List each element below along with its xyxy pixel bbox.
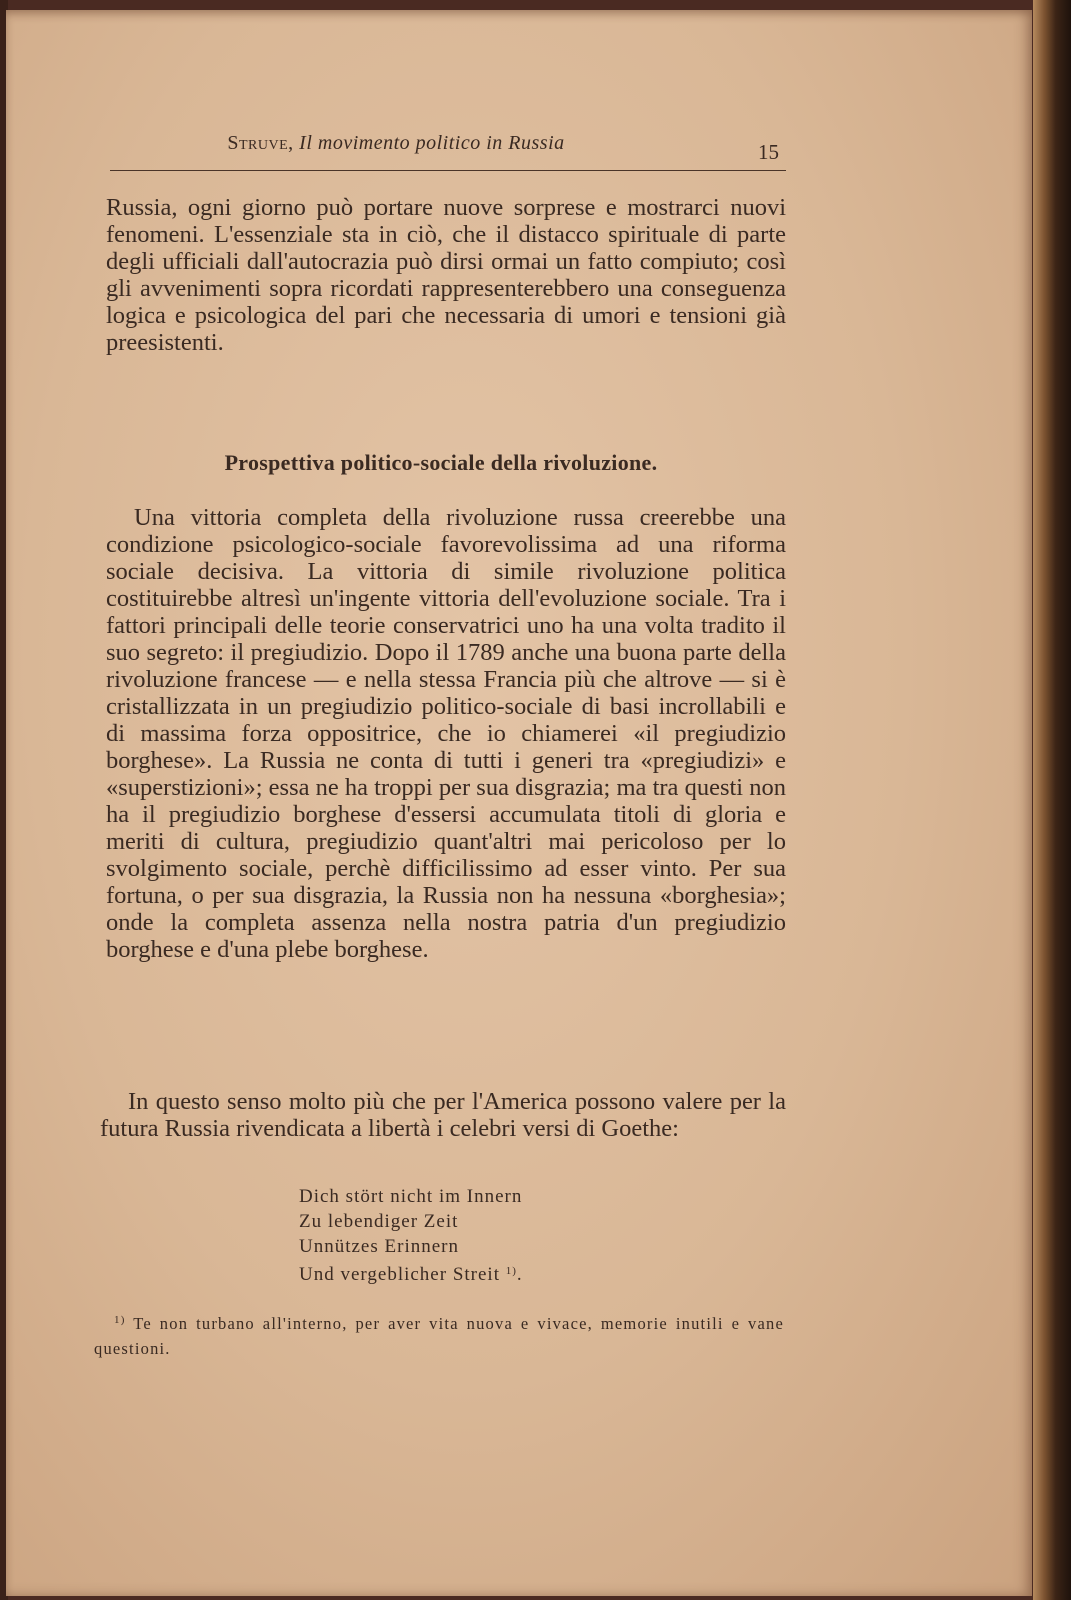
footnote-text: Te non turbano all'interno, per aver vita nuova e vivace, memorie inutili e vane questioni. — [94, 1314, 785, 1358]
verse-end-punctuation: . — [516, 1264, 523, 1285]
footnote-reference: 1) — [505, 1265, 517, 1277]
page-number: 15 — [758, 140, 779, 164]
footnote-marker: 1) — [114, 1314, 126, 1326]
header-rule — [110, 170, 786, 171]
verse-line-last — [299, 1259, 523, 1287]
verse-line: Dich stört nicht im Innern — [299, 1186, 523, 1207]
footnote — [94, 1308, 784, 1361]
paragraph-goethe-intro: In questo senso molto più che per l'America possono valere per la futura Russia rivendicata a libertà i celebri versi di Goethe: — [100, 1088, 786, 1142]
verse-line-text: Und vergeblicher Streit — [299, 1264, 500, 1285]
goethe-verse — [299, 1184, 523, 1287]
running-head-title: Il movimento politico in Russia — [299, 132, 565, 154]
running-head — [6, 132, 786, 155]
verse-line: Zu lebendiger Zeit — [299, 1211, 459, 1232]
section-heading: Prospettiva politico-sociale della rivoluzione. — [224, 450, 658, 475]
verse-line: Unnützes Erinnern — [299, 1236, 459, 1257]
running-head-author: Struve, — [227, 132, 294, 154]
book-spine — [1033, 0, 1071, 1600]
book-page — [6, 10, 1032, 1596]
paragraph-continuation: Russia, ogni giorno può portare nuove sorprese e mostrarci nuovi fenomeni. L'essenziale sta in ciò, che il distacco spirituale di parte degli ufficiali dall'autocrazia può dirsi ormai un fatto compiuto; così gli avvenimenti sopra ricordati rappresenterebbero una conseguenza logica e psicologica del pari che necessaria di umori e tensioni già preesistenti. — [106, 194, 786, 356]
paragraph-main: Una vittoria completa della rivoluzione russa creerebbe una condizione psicologico-sociale favorevolissima ad una riforma sociale decisiva. La vittoria di simile rivoluzione politica costituirebbe altresì un'ingente vittoria dell'evoluzione sociale. Tra i fattori principali delle teorie conservatrici uno ha una volta tradito il suo segreto: il pregiudizio. Dopo il 1789 anche una buona parte della rivoluzione francese — e nella stessa Francia più che altrove — si è cristallizzata in un pregiudizio politico-sociale di basi incrollabili e di massima forza oppositrice, che io chiamerei «il pregiudizio borghese». La Russia ne conta di tutti i generi tra «pregiudizi» e «superstizioni»; essa ne ha troppi per sua disgrazia; ma tra questi non ha il pregiudizio borghese d'essersi accumulata titoli di gloria e meriti di cultura, pregiudizio quant'altri mai pericoloso per lo svolgimento sociale, perchè difficilissimo ad esser vinto. Per sua fortuna, o per sua disgrazia, la Russia non ha nessuna «borghesia»; onde la completa assenza nella nostra patria d'un pregiudizio borghese e d'una plebe borghese. — [106, 504, 786, 963]
